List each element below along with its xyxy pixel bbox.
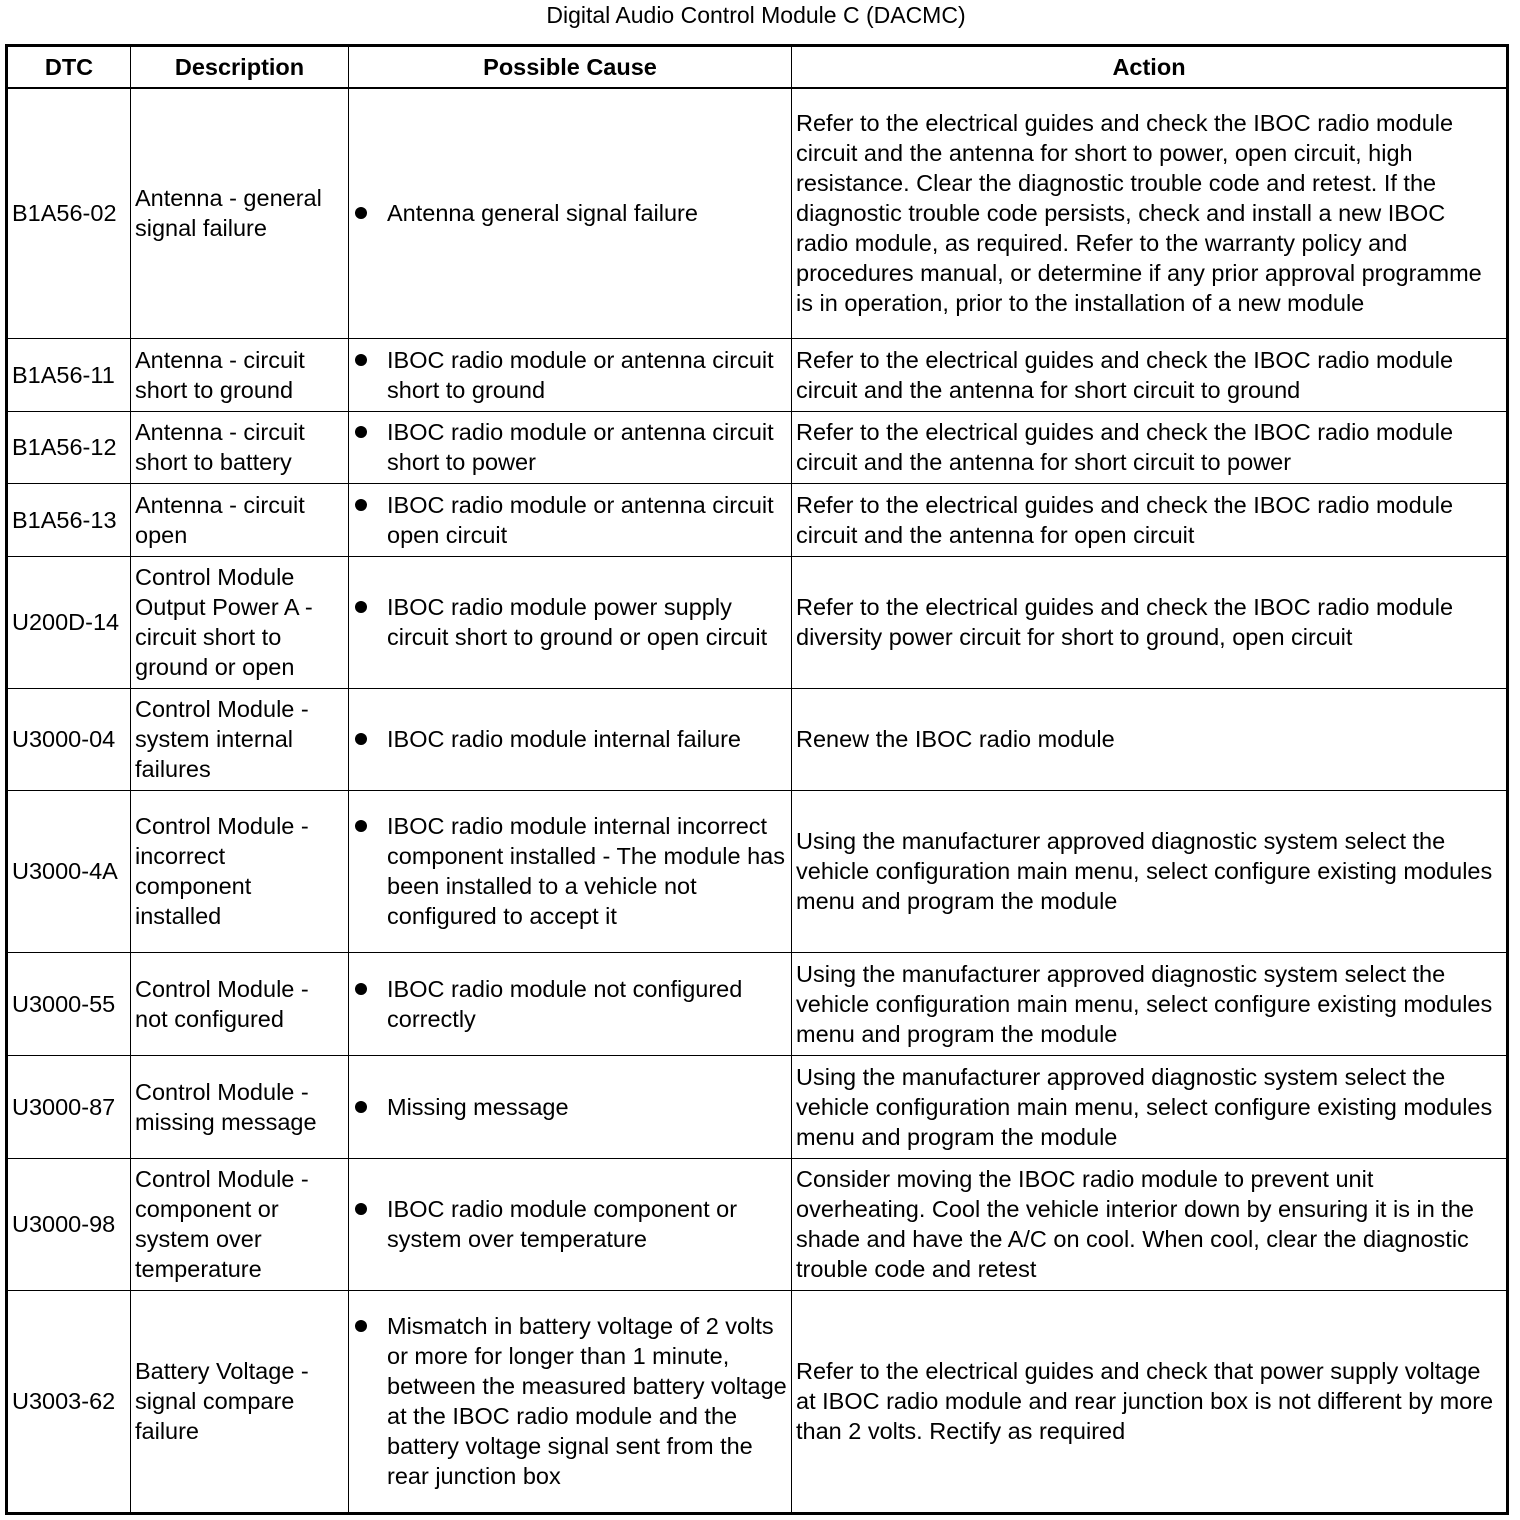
dtc-description: Control Module Output Power A - circuit short to ground or open [131, 556, 349, 688]
dtc-code: B1A56-02 [7, 88, 131, 338]
possible-cause [349, 952, 792, 1055]
page-title: Digital Audio Control Module C (DACMC) [546, 2, 966, 28]
action-text: Refer to the electrical guides and check the IBOC radio module circuit and the antenna for short circuit to ground [792, 338, 1508, 411]
action-text: Refer to the electrical guides and check the IBOC radio module circuit and the antenna for short circuit to power [792, 411, 1508, 483]
cause-text: IBOC radio module or antenna circuit short to ground [387, 346, 774, 403]
cause-text: IBOC radio module not configured correctly [387, 975, 743, 1032]
possible-cause [349, 1055, 792, 1158]
cause-text: Mismatch in battery voltage of 2 volts or more for longer than 1 minute, between the measured battery voltage at the IBOC radio module and the battery voltage signal sent from the rear junction box [387, 1313, 787, 1489]
action-text: Consider moving the IBOC radio module to prevent unit overheating. Cool the vehicle interior down by ensuring it is in the shade and have the A/C on cool. When cool, clear the diagnostic trouble code and retest [792, 1158, 1508, 1290]
dtc-description: Antenna - circuit short to ground [131, 338, 349, 411]
dtc-code: U3000-87 [7, 1055, 131, 1158]
possible-cause [349, 338, 792, 411]
dtc-code: U3000-04 [7, 688, 131, 790]
dtc-description: Control Module - incorrect component installed [131, 790, 349, 952]
bullet-icon [355, 983, 367, 995]
bullet-icon [355, 354, 367, 366]
possible-cause [349, 1290, 792, 1513]
cause-text: IBOC radio module component or system over temperature [387, 1196, 738, 1252]
bullet-icon [355, 499, 367, 511]
table-row [7, 1055, 1508, 1158]
bullet-icon [355, 426, 367, 438]
possible-cause [349, 411, 792, 483]
table-row [7, 1158, 1508, 1290]
table-row [7, 88, 1508, 338]
dtc-description: Control Module - system internal failures [131, 688, 349, 790]
dtc-description: Antenna - circuit open [131, 483, 349, 556]
dtc-code: U3000-4A [7, 790, 131, 952]
dtc-code: B1A56-13 [7, 483, 131, 556]
table-row [7, 411, 1508, 483]
action-text: Refer to the electrical guides and check the IBOC radio module diversity power circuit for short to ground, open circuit [792, 556, 1508, 688]
dtc-description: Battery Voltage - signal compare failure [131, 1290, 349, 1513]
dtc-code: U3003-62 [7, 1290, 131, 1513]
bullet-icon [355, 207, 367, 219]
header-possible-cause: Possible Cause [349, 46, 792, 89]
action-text: Using the manufacturer approved diagnostic system select the vehicle configuration main menu, select configure existing modules menu and program the module [792, 1055, 1508, 1158]
bullet-icon [355, 1101, 367, 1113]
bullet-icon [355, 733, 367, 745]
cause-text: IBOC radio module internal incorrect component installed - The module has been installed to a vehicle not configured to accept it [387, 813, 785, 929]
dtc-description: Antenna - general signal failure [131, 88, 349, 338]
table-row [7, 1290, 1508, 1513]
dtc-description: Control Module - component or system over temperature [131, 1158, 349, 1290]
table-header-row [7, 46, 1508, 89]
table-row [7, 688, 1508, 790]
cause-text: Antenna general signal failure [387, 200, 698, 227]
cause-text: IBOC radio module or antenna circuit open circuit [387, 491, 774, 548]
dtc-description: Control Module - missing message [131, 1055, 349, 1158]
bullet-icon [355, 601, 367, 613]
action-text: Using the manufacturer approved diagnostic system select the vehicle configuration main menu, select configure existing modules menu and program the module [792, 790, 1508, 952]
cause-text: IBOC radio module or antenna circuit short to power [387, 419, 774, 475]
dtc-code: B1A56-12 [7, 411, 131, 483]
possible-cause [349, 556, 792, 688]
action-text: Refer to the electrical guides and check the IBOC radio module circuit and the antenna for short to power, open circuit, high resistance. Clear the diagnostic trouble code and retest. If the diagnostic trouble code persists, check and install a new IBOC radio module, as required. Refer to the warranty policy and procedures manual, or determine if any prior approval programme is in operation, prior to the installation of a new module [792, 88, 1508, 338]
possible-cause [349, 1158, 792, 1290]
table-row [7, 556, 1508, 688]
dtc-description: Control Module - not configured [131, 952, 349, 1055]
possible-cause [349, 88, 792, 338]
dtc-code: B1A56-11 [7, 338, 131, 411]
table-row [7, 338, 1508, 411]
header-dtc: DTC [7, 46, 131, 89]
action-text: Refer to the electrical guides and check the IBOC radio module circuit and the antenna for open circuit [792, 483, 1508, 556]
header-action: Action [792, 46, 1508, 89]
dtc-description: Antenna - circuit short to battery [131, 411, 349, 483]
possible-cause [349, 790, 792, 952]
possible-cause [349, 483, 792, 556]
header-description: Description [131, 46, 349, 89]
action-text: Refer to the electrical guides and check that power supply voltage at IBOC radio module and rear junction box is not different by more than 2 volts. Rectify as required [792, 1290, 1508, 1513]
table-row [7, 952, 1508, 1055]
dtc-table [5, 44, 1509, 1515]
dtc-code: U200D-14 [7, 556, 131, 688]
bullet-icon [355, 1320, 367, 1332]
action-text: Renew the IBOC radio module [792, 688, 1508, 790]
cause-text: IBOC radio module internal failure [387, 726, 741, 752]
cause-text: Missing message [387, 1093, 569, 1120]
dtc-code: U3000-98 [7, 1158, 131, 1290]
action-text: Using the manufacturer approved diagnostic system select the vehicle configuration main menu, select configure existing modules menu and program the module [792, 952, 1508, 1055]
bullet-icon [355, 1203, 367, 1215]
table-row [7, 790, 1508, 952]
dtc-code: U3000-55 [7, 952, 131, 1055]
table-row [7, 483, 1508, 556]
cause-text: IBOC radio module power supply circuit short to ground or open circuit [387, 594, 768, 650]
bullet-icon [355, 820, 367, 832]
possible-cause [349, 688, 792, 790]
